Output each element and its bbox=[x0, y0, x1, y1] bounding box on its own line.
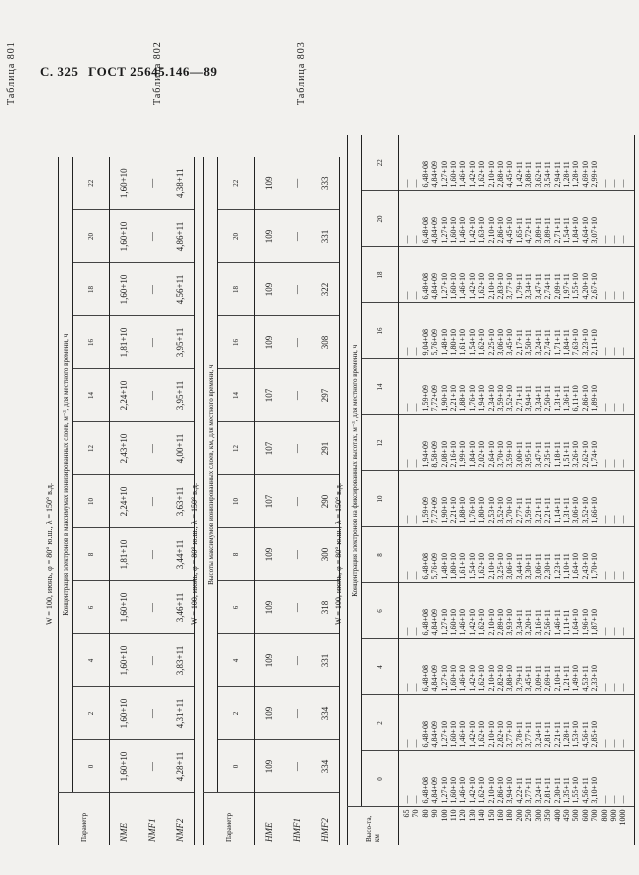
hour-header: 2 bbox=[73, 687, 110, 740]
value-cell: 308 bbox=[311, 316, 340, 369]
value-column: — — 1,59+09 7,72+09 1,90+10 2,21+10 1,88+10 1,76+10 1,94+10 2,34+10 3,59+10 3,52+10 2,71+11 3,94+11 3,34+11 2,50+11 1,31+11 1,36+11 6,11+10 2,86+10 1,89+10 — — — bbox=[399, 359, 635, 415]
value-column: — — 6,48+08 4,84+09 1,27+10 1,60+10 1,46+10 1,42+10 1,62+10 2,10+10 2,83+10 3,77+10 1,79+11 3,34+11 3,47+11 2,74+11 2,09+11 1,97+11 1,55+10 4,20+10 2,67+10 — — — bbox=[399, 247, 635, 303]
value-cell: — bbox=[138, 263, 166, 316]
value-cell: 109 bbox=[255, 263, 284, 316]
value-cell: 109 bbox=[255, 210, 284, 263]
hour-header: 20 bbox=[362, 191, 399, 247]
param-name: HME bbox=[255, 793, 284, 845]
param-header: Параметр bbox=[59, 793, 110, 845]
value-column: — — 1,94+09 8,58+09 2,08+10 2,16+10 1,99+10 1,84+10 2,02+10 2,64+10 3,70+10 3,59+10 3,00+11 3,95+11 3,47+11 2,35+11 1,18+11 1,51+11 3,26+10 2,62+10 1,74+10 — — — bbox=[399, 415, 635, 471]
hour-header: 6 bbox=[218, 581, 255, 634]
hour-header: 14 bbox=[362, 359, 399, 415]
hour-header: 12 bbox=[73, 422, 110, 475]
param-header: Параметр bbox=[204, 793, 255, 845]
value-cell: 291 bbox=[311, 422, 340, 475]
value-cell: 333 bbox=[311, 157, 340, 210]
value-cell: — bbox=[138, 581, 166, 634]
table-row bbox=[255, 157, 284, 845]
value-column: — — 6,48+08 4,84+09 1,27+10 1,60+10 1,46+10 1,42+10 1,63+10 2,10+10 2,86+10 4,45+10 1,65+11 4,72+11 3,89+11 3,89+11 2,71+11 1,54+11 1,84+10 4,64+10 3,07+10 — — — bbox=[399, 191, 635, 247]
value-cell: 2,24+10 bbox=[110, 475, 139, 528]
value-cell: — bbox=[138, 369, 166, 422]
hour-header: 10 bbox=[73, 475, 110, 528]
section-title: Концентрация электронов в максимумах ионизированных слоев, м⁻³, для местного времени, ч bbox=[59, 157, 73, 793]
param-name: NMF1 bbox=[138, 793, 166, 845]
value-cell: 109 bbox=[264, 176, 274, 190]
value-cell: — bbox=[283, 687, 311, 740]
hour-header: 0 bbox=[73, 740, 110, 793]
hour-header: 16 bbox=[73, 316, 110, 369]
value-column: — — 6,48+08 4,84+09 1,27+10 1,60+10 1,46+10 1,42+10 1,62+10 2,10+10 2,89+10 3,93+10 3,34+11 3,20+11 3,16+11 2,56+11 1,46+11 1,11+11 1,64+10 1,96+10 1,87+10 — — — bbox=[399, 583, 635, 639]
table-803-label: Таблица 803 bbox=[296, 41, 307, 105]
value-cell: — bbox=[138, 316, 166, 369]
value-cell: — bbox=[138, 422, 166, 475]
hour-header: 8 bbox=[362, 527, 399, 583]
value-cell: — bbox=[147, 178, 157, 188]
value-cell: — bbox=[283, 263, 311, 316]
page-number: С. 325 bbox=[40, 64, 79, 79]
value-cell: 322 bbox=[311, 263, 340, 316]
value-cell: 4,00+11 bbox=[166, 422, 195, 475]
table-803 bbox=[347, 135, 635, 845]
value-cell: — bbox=[283, 581, 311, 634]
value-cell: 1,60+10 bbox=[110, 740, 139, 793]
param-name: NME bbox=[110, 793, 139, 845]
value-cell: 109 bbox=[255, 581, 284, 634]
value-cell: — bbox=[283, 369, 311, 422]
value-cell: 109 bbox=[255, 316, 284, 369]
value-cell: 1,60+10 bbox=[110, 687, 139, 740]
hour-header: 18 bbox=[73, 263, 110, 316]
value-cell: 107 bbox=[255, 422, 284, 475]
hour-header: 2 bbox=[362, 695, 399, 751]
value-cell: 1,60+10 bbox=[110, 634, 139, 687]
hour-header: 12 bbox=[362, 415, 399, 471]
section-title: Концентрация электронов на фиксированных высотах, м⁻³, для местного времени, ч bbox=[348, 135, 362, 807]
hour-header: 4 bbox=[218, 634, 255, 687]
value-column: — — 6,48+08 4,84+09 1,27+10 1,60+10 1,46+10 1,42+10 1,62+10 2,10+10 2,82+10 3,77+10 3,78+11 3,77+11 3,24+11 2,81+11 2,21+11 1,28+11 1,53+10 4,56+11 2,85+10 — — — bbox=[399, 695, 635, 751]
value-cell: — bbox=[292, 178, 302, 188]
hour-header: 20 bbox=[218, 210, 255, 263]
hour-header: 22 bbox=[218, 157, 255, 210]
value-cell: 2,24+10 bbox=[110, 369, 139, 422]
value-cell: 1,60+10 bbox=[110, 263, 139, 316]
value-cell: 290 bbox=[311, 475, 340, 528]
hour-header: 8 bbox=[73, 528, 110, 581]
value-cell: 331 bbox=[311, 210, 340, 263]
height-header: Высо-та, км bbox=[348, 807, 399, 845]
value-cell: 109 bbox=[255, 634, 284, 687]
value-cell: 334 bbox=[311, 740, 340, 793]
value-cell: 331 bbox=[311, 634, 340, 687]
hour-header: 14 bbox=[218, 369, 255, 422]
value-cell: 2,43+10 bbox=[110, 422, 139, 475]
value-cell: 1,60+10 bbox=[110, 581, 139, 634]
hour-header: 4 bbox=[362, 639, 399, 695]
hour-header: 20 bbox=[73, 210, 110, 263]
hour-header: 18 bbox=[362, 247, 399, 303]
value-cell: — bbox=[283, 210, 311, 263]
height-column: 65 70 80 90 100 110 120 130 140 150 160 180 200 250 300 350 400 450 500 600 700 800 900 1000 bbox=[399, 807, 635, 845]
hour-header: 22 bbox=[362, 135, 399, 191]
value-column: — — 9,04+08 5,76+09 1,48+10 1,80+10 1,61+10 1,54+10 1,62+10 2,25+10 3,06+10 3,45+10 2,17+11 3,50+11 3,24+11 2,74+11 1,71+11 1,84+11 7,63+10 3,23+10 2,11+10 — — — bbox=[399, 303, 635, 359]
value-cell: 109 bbox=[255, 528, 284, 581]
hour-header: 4 bbox=[73, 634, 110, 687]
value-cell: 107 bbox=[255, 369, 284, 422]
value-cell: — bbox=[138, 634, 166, 687]
table-802-caption: W = 100, июнь, φ = 80° ю.ш., λ = 150° в.д. bbox=[190, 482, 199, 625]
value-column: — — 6,48+08 5,76+09 1,48+10 1,80+10 1,61+10 1,54+10 1,62+10 2,10+10 3,25+10 3,06+10 3,44+11 3,30+11 3,06+11 2,30+11 1,23+11 1,10+11 1,64+10 2,43+10 1,70+10 — — — bbox=[399, 527, 635, 583]
value-cell: 109 bbox=[255, 687, 284, 740]
value-cell: 4,31+11 bbox=[166, 687, 195, 740]
value-cell: 3,83+11 bbox=[166, 634, 195, 687]
table-801-caption: W = 100, июнь, φ = 80° ю.ш., λ = 150° в.д. bbox=[45, 482, 54, 625]
standard-code: ГОСТ 25645.146—89 bbox=[88, 64, 218, 79]
value-cell: — bbox=[138, 528, 166, 581]
value-column: — — 1,59+09 7,72+09 1,90+10 2,21+10 1,88+10 1,76+10 1,80+10 2,53+10 3,52+10 3,70+10 2,77+11 3,59+11 3,21+11 2,21+11 1,14+11 1,31+11 3,06+10 3,52+10 1,66+10 — — — bbox=[399, 471, 635, 527]
value-cell: — bbox=[283, 528, 311, 581]
table-803-caption: W = 100, июнь, φ = 80° ю.ш., λ = 150° в.д. bbox=[334, 482, 343, 625]
value-cell: 1,60+10 bbox=[119, 168, 129, 199]
table-801 bbox=[58, 157, 195, 845]
hour-header: 16 bbox=[362, 303, 399, 359]
hour-header: 10 bbox=[218, 475, 255, 528]
value-cell: 3,95+11 bbox=[166, 369, 195, 422]
hour-header: 16 bbox=[218, 316, 255, 369]
value-cell: 318 bbox=[311, 581, 340, 634]
table-row bbox=[138, 157, 166, 845]
value-cell: 1,60+10 bbox=[110, 210, 139, 263]
hour-header: 2 bbox=[218, 687, 255, 740]
value-cell: 1,81+10 bbox=[110, 316, 139, 369]
value-cell: — bbox=[138, 687, 166, 740]
param-name: HMF2 bbox=[311, 793, 340, 845]
value-cell: 3,63+11 bbox=[166, 475, 195, 528]
value-cell: 4,28+11 bbox=[166, 740, 195, 793]
value-cell: 109 bbox=[255, 740, 284, 793]
value-cell: 3,95+11 bbox=[166, 316, 195, 369]
hour-header: 6 bbox=[362, 583, 399, 639]
value-column: — — 6,48+08 4,84+09 1,27+10 1,60+10 1,46+10 1,42+10 1,62+10 2,10+10 2,86+10 3,94+10 4,22+11 3,77+11 3,24+11 2,81+11 2,30+11 1,35+11 1,55+10 4,56+11 3,10+10 — — — bbox=[399, 751, 635, 807]
value-cell: 4,38+11 bbox=[166, 157, 195, 210]
hour-header: 8 bbox=[218, 528, 255, 581]
value-column: — — 6,48+08 4,84+09 1,27+10 1,60+10 1,46+10 1,42+10 1,62+10 2,10+10 2,82+10 3,88+10 3,79+11 3,45+11 3,09+11 2,69+11 2,10+11 1,21+11 1,49+10 4,53+11 2,33+10 — — — bbox=[399, 639, 635, 695]
value-cell: 4,56+11 bbox=[166, 263, 195, 316]
hour-header: 12 bbox=[218, 422, 255, 475]
hour-header: 14 bbox=[73, 369, 110, 422]
value-cell: — bbox=[138, 740, 166, 793]
table-801-label: Таблица 801 bbox=[6, 41, 17, 105]
table-row bbox=[283, 157, 311, 845]
hour-header: 0 bbox=[218, 740, 255, 793]
value-cell: — bbox=[138, 210, 166, 263]
hour-header: 10 bbox=[362, 471, 399, 527]
value-cell: — bbox=[283, 740, 311, 793]
value-cell: 297 bbox=[311, 369, 340, 422]
value-cell: 4,86+11 bbox=[166, 210, 195, 263]
table-row bbox=[110, 157, 139, 845]
hour-header: 18 bbox=[218, 263, 255, 316]
value-cell: 3,46+11 bbox=[166, 581, 195, 634]
table-802 bbox=[203, 157, 340, 845]
value-cell: 300 bbox=[311, 528, 340, 581]
param-name: NMF2 bbox=[166, 793, 195, 845]
value-cell: 1,81+10 bbox=[110, 528, 139, 581]
hour-header: 0 bbox=[362, 751, 399, 807]
value-cell: — bbox=[283, 475, 311, 528]
section-title: Высоты максимумов ионизированных слоев, км, для местного времени, ч bbox=[204, 157, 218, 793]
value-column: — — 6,48+08 4,84+09 1,27+10 1,60+10 1,46+10 1,42+10 1,62+10 2,10+10 2,88+10 4,45+10 1,42+11 3,88+11 3,62+11 3,54+11 2,94+11 1,28+11 1,28+10 4,69+10 2,99+10 — — — bbox=[399, 135, 635, 191]
hour-header: 6 bbox=[73, 581, 110, 634]
value-cell: — bbox=[283, 634, 311, 687]
value-cell: — bbox=[283, 422, 311, 475]
value-cell: — bbox=[138, 475, 166, 528]
value-cell: 334 bbox=[311, 687, 340, 740]
hour-header: 22 bbox=[73, 157, 110, 210]
table-802-label: Таблица 802 bbox=[152, 41, 163, 105]
param-name: HMF1 bbox=[283, 793, 311, 845]
value-cell: 3,44+11 bbox=[166, 528, 195, 581]
value-cell: — bbox=[283, 316, 311, 369]
value-cell: 107 bbox=[255, 475, 284, 528]
